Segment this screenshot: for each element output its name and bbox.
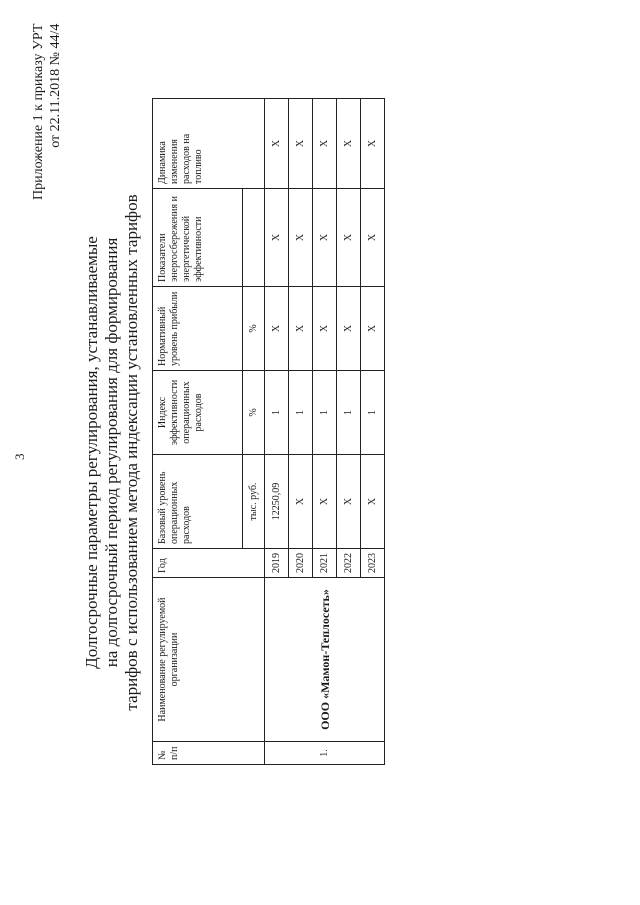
header-fuel: Динамика изменения расходов на топливо: [153, 99, 265, 189]
index-cell: 1: [313, 371, 337, 455]
unit-energy: [243, 189, 265, 287]
profit-cell: X: [289, 287, 313, 371]
profit-cell: X: [265, 287, 289, 371]
energy-cell: X: [337, 189, 361, 287]
header-index: Индекс эффективности операционных расходов: [153, 371, 243, 455]
year-cell: 2023: [361, 549, 385, 578]
index-cell: 1: [265, 371, 289, 455]
index-cell: 1: [337, 371, 361, 455]
fuel-cell: X: [337, 99, 361, 189]
title-line-3: тарифов с использованием метода индексации установленных тарифов: [122, 194, 141, 711]
header-row: [153, 99, 243, 765]
base-cell: X: [313, 455, 337, 549]
header-energy: Показатели энергосбережения и энергетической эффективности: [153, 189, 243, 287]
document-title: [82, 0, 142, 905]
header-year: Год: [153, 549, 265, 578]
year-cell: 2022: [337, 549, 361, 578]
appendix-line-1: Приложение 1 к приказу УРТ: [31, 23, 46, 200]
year-cell: 2019: [265, 549, 289, 578]
fuel-cell: X: [313, 99, 337, 189]
profit-cell: X: [337, 287, 361, 371]
title-line-2: на долгосрочный период регулирования для формирования: [102, 237, 121, 668]
appendix-line-2: от 22.11.2018 № 44/4: [48, 23, 63, 148]
fuel-cell: X: [361, 99, 385, 189]
header-org: Наименование регулируемой организации: [153, 578, 265, 742]
header-base: Базовый уровень операционных расходов: [153, 455, 243, 549]
base-cell: 12250,09: [265, 455, 289, 549]
title-line-1: Долгосрочные параметры регулирования, устанавливаемые: [82, 236, 101, 669]
profit-cell: X: [313, 287, 337, 371]
fuel-cell: X: [289, 99, 313, 189]
header-num: № п/п: [153, 742, 265, 765]
appendix-note: [30, 24, 64, 200]
fuel-cell: X: [265, 99, 289, 189]
unit-base: тыс. руб.: [243, 455, 265, 549]
year-cell: 2020: [289, 549, 313, 578]
energy-cell: X: [361, 189, 385, 287]
energy-cell: X: [265, 189, 289, 287]
page-number: 3: [12, 453, 27, 460]
base-cell: X: [361, 455, 385, 549]
parameters-table: [152, 98, 385, 765]
org-name: ООО «Мамон-Теплосеть»: [265, 578, 385, 742]
index-cell: 1: [289, 371, 313, 455]
table-row: [265, 99, 289, 765]
base-cell: X: [289, 455, 313, 549]
year-cell: 2021: [313, 549, 337, 578]
base-cell: X: [337, 455, 361, 549]
profit-cell: X: [361, 287, 385, 371]
energy-cell: X: [289, 189, 313, 287]
index-cell: 1: [361, 371, 385, 455]
unit-index: %: [243, 371, 265, 455]
org-num: 1.: [265, 742, 385, 765]
unit-profit: %: [243, 287, 265, 371]
energy-cell: X: [313, 189, 337, 287]
header-profit: Нормативный уровень прибыли: [153, 287, 243, 371]
